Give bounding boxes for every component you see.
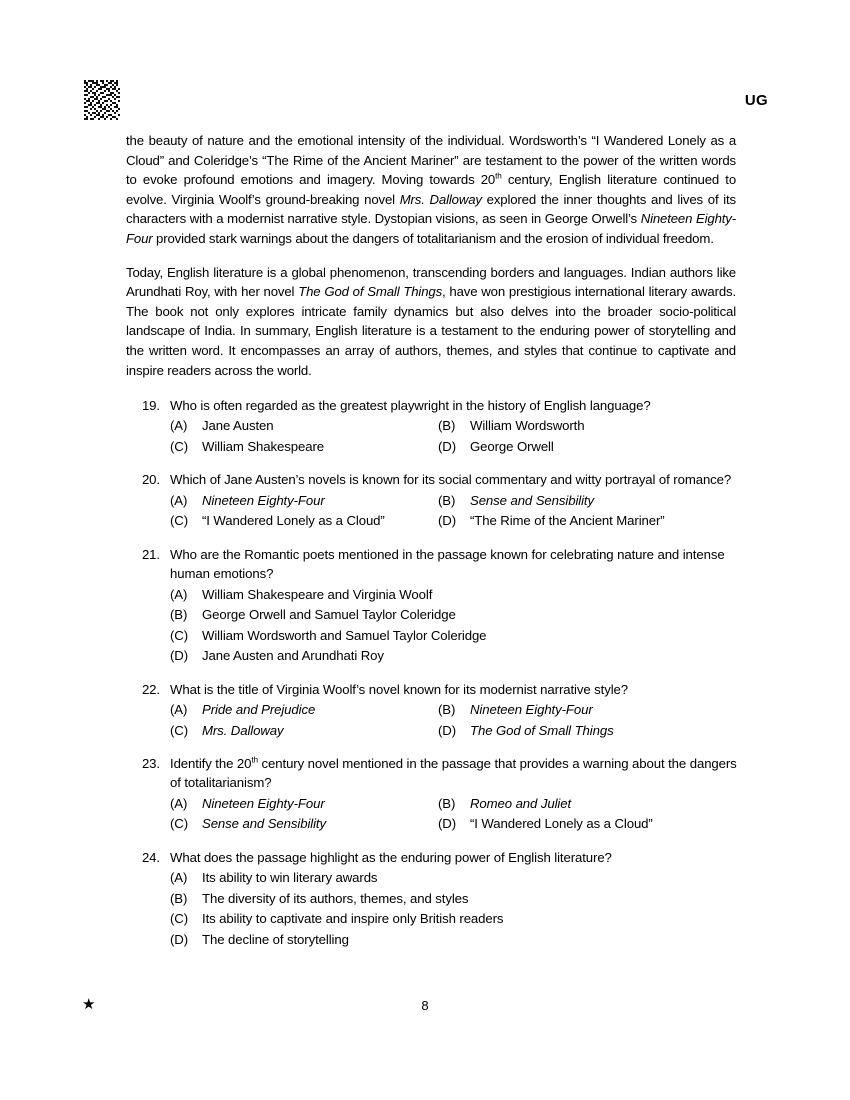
question-19 [126, 396, 738, 457]
option-C[interactable] [170, 511, 438, 532]
option-A[interactable] [170, 700, 438, 721]
option-text: The decline of storytelling [202, 931, 349, 947]
question-text: Who are the Romantic poets mentioned in the passage known for celebrating nature and intense human emotions? [170, 546, 725, 582]
option-A[interactable] [170, 416, 438, 437]
question-heading [126, 754, 738, 793]
option-text: Jane Austen and Arundhati Roy [202, 648, 384, 664]
option-key: (A) [170, 586, 188, 602]
option-A[interactable] [170, 868, 738, 889]
option-group [126, 416, 738, 457]
option-key: (B) [438, 492, 456, 508]
option-key: (D) [438, 816, 457, 832]
question-number: 20. [141, 472, 160, 488]
option-D[interactable] [438, 511, 738, 532]
option-key: (A) [170, 492, 188, 508]
option-key: (A) [170, 795, 188, 811]
passage-paragraph-2: Today, English literature is a global phenomenon, transcending borders and languages. Indian authors like Arundhati Roy, with her novel The God of Small Things, have won prestigious international literary awards. The book not only explores intricate family dynamics but also delves into the broader socio-political landscape of India. In summary, English literature is a testament to the enduring power of storytelling and the written word. It encompasses an array of authors, themes, and styles that continue to captivate and inspire readers across the world. [126, 264, 736, 378]
question-heading [126, 396, 738, 415]
option-text: George Orwell [470, 438, 554, 454]
question-number: 23. [141, 756, 160, 772]
option-text: “The Rime of the Ancient Mariner” [470, 513, 665, 529]
option-text: “I Wandered Lonely as a Cloud” [202, 513, 385, 529]
question-heading [126, 545, 738, 584]
option-key: (C) [170, 722, 189, 738]
datamatrix-barcode-icon [82, 78, 124, 122]
option-text: The God of Small Things [470, 722, 614, 738]
option-B[interactable] [438, 416, 738, 437]
option-group [126, 585, 738, 667]
option-text: William Wordsworth and Samuel Taylor Coleridge [202, 627, 487, 643]
question-text: Identify the 20th century novel mentioned in the passage that provides a warning about the dangers of totalitarianism? [170, 755, 737, 791]
option-B[interactable] [438, 700, 738, 721]
page-number: 8 [421, 998, 429, 1013]
option-text: Jane Austen [202, 418, 274, 434]
option-D[interactable] [170, 646, 738, 667]
option-D[interactable] [438, 437, 738, 458]
option-C[interactable] [170, 721, 438, 742]
option-text: Nineteen Eighty-Four [202, 492, 325, 508]
question-text: Which of Jane Austen’s novels is known for its social commentary and witty portrayal of romance? [170, 472, 732, 488]
page-footer [82, 998, 768, 1018]
question-24 [126, 848, 738, 950]
question-20 [126, 470, 738, 531]
option-C[interactable] [170, 909, 738, 930]
option-B[interactable] [438, 794, 738, 815]
option-key: (C) [170, 627, 189, 643]
question-heading [126, 680, 738, 699]
option-text: William Wordsworth [470, 418, 585, 434]
option-key: (D) [170, 931, 189, 947]
option-key: (B) [438, 418, 456, 434]
question-list [126, 396, 738, 963]
question-21 [126, 545, 738, 667]
option-key: (A) [170, 418, 188, 434]
question-number: 24. [141, 849, 160, 865]
question-22 [126, 680, 738, 741]
question-heading [126, 470, 738, 489]
option-A[interactable] [170, 491, 438, 512]
option-key: (A) [170, 702, 188, 718]
option-key: (B) [438, 702, 456, 718]
option-key: (C) [170, 513, 189, 529]
option-key: (D) [438, 438, 457, 454]
option-key: (A) [170, 870, 188, 886]
option-D[interactable] [438, 721, 738, 742]
option-text: Nineteen Eighty-Four [470, 702, 593, 718]
page-header [82, 78, 768, 128]
option-text: Mrs. Dalloway [202, 722, 284, 738]
option-group [126, 700, 738, 741]
option-C[interactable] [170, 814, 438, 835]
option-group [126, 868, 738, 950]
question-23 [126, 754, 738, 835]
question-text: What does the passage highlight as the enduring power of English literature? [170, 849, 612, 865]
option-key: (D) [438, 513, 457, 529]
option-key: (C) [170, 438, 189, 454]
star-marker-icon: ★ [82, 996, 96, 1013]
option-text: Its ability to captivate and inspire only British readers [202, 911, 504, 927]
option-C[interactable] [170, 626, 738, 647]
option-text: William Shakespeare and Virginia Woolf [202, 586, 433, 602]
option-text: Pride and Prejudice [202, 702, 316, 718]
question-number: 22. [141, 681, 160, 697]
option-key: (B) [170, 890, 188, 906]
option-text: Its ability to win literary awards [202, 870, 378, 886]
option-key: (B) [438, 795, 456, 811]
option-key: (D) [170, 648, 189, 664]
option-text: William Shakespeare [202, 438, 324, 454]
option-group [126, 794, 738, 835]
passage-text [126, 131, 736, 380]
option-D[interactable] [170, 930, 738, 951]
option-group [126, 491, 738, 532]
passage-paragraph-1: the beauty of nature and the emotional intensity of the individual. Wordsworth’s “I Wandered Lonely as a Cloud” and Coleridge’s “The Rime of the Ancient Mariner” are testament to the power of the written words to evoke profound emotions and imagery. Moving towards 20th century, English literature continued to evolve. Virginia Woolf’s ground-breaking novel Mrs. Dalloway explored the inner thoughts and lives of its characters with a modernist narrative style. Dystopian visions, as seen in George Orwell’s Nineteen Eighty-Four provided stark warnings about the dangers of totalitarianism and the erosion of individual freedom. [126, 133, 736, 246]
option-text: Romeo and Juliet [470, 795, 572, 811]
question-heading [126, 848, 738, 867]
option-A[interactable] [170, 585, 738, 606]
option-text: The diversity of its authors, themes, and styles [202, 890, 469, 906]
option-text: Nineteen Eighty-Four [202, 795, 325, 811]
option-C[interactable] [170, 437, 438, 458]
option-B[interactable] [170, 889, 738, 910]
option-text: Sense and Sensibility [470, 492, 594, 508]
question-text: What is the title of Virginia Woolf’s novel known for its modernist narrative style? [170, 681, 629, 697]
option-key: (C) [170, 816, 189, 832]
option-key: (B) [170, 607, 188, 623]
level-label: UG [744, 92, 768, 109]
option-text: George Orwell and Samuel Taylor Coleridge [202, 607, 456, 623]
question-number: 19. [141, 398, 160, 413]
question-text: Who is often regarded as the greatest playwright in the history of English language? [170, 398, 651, 413]
option-D[interactable] [438, 814, 738, 835]
option-text: Sense and Sensibility [202, 816, 326, 832]
option-key: (C) [170, 911, 189, 927]
option-B[interactable] [170, 605, 738, 626]
option-B[interactable] [438, 491, 738, 512]
question-number: 21. [141, 546, 160, 562]
option-key: (D) [438, 722, 457, 738]
option-text: “I Wandered Lonely as a Cloud” [470, 816, 653, 832]
option-A[interactable] [170, 794, 438, 815]
